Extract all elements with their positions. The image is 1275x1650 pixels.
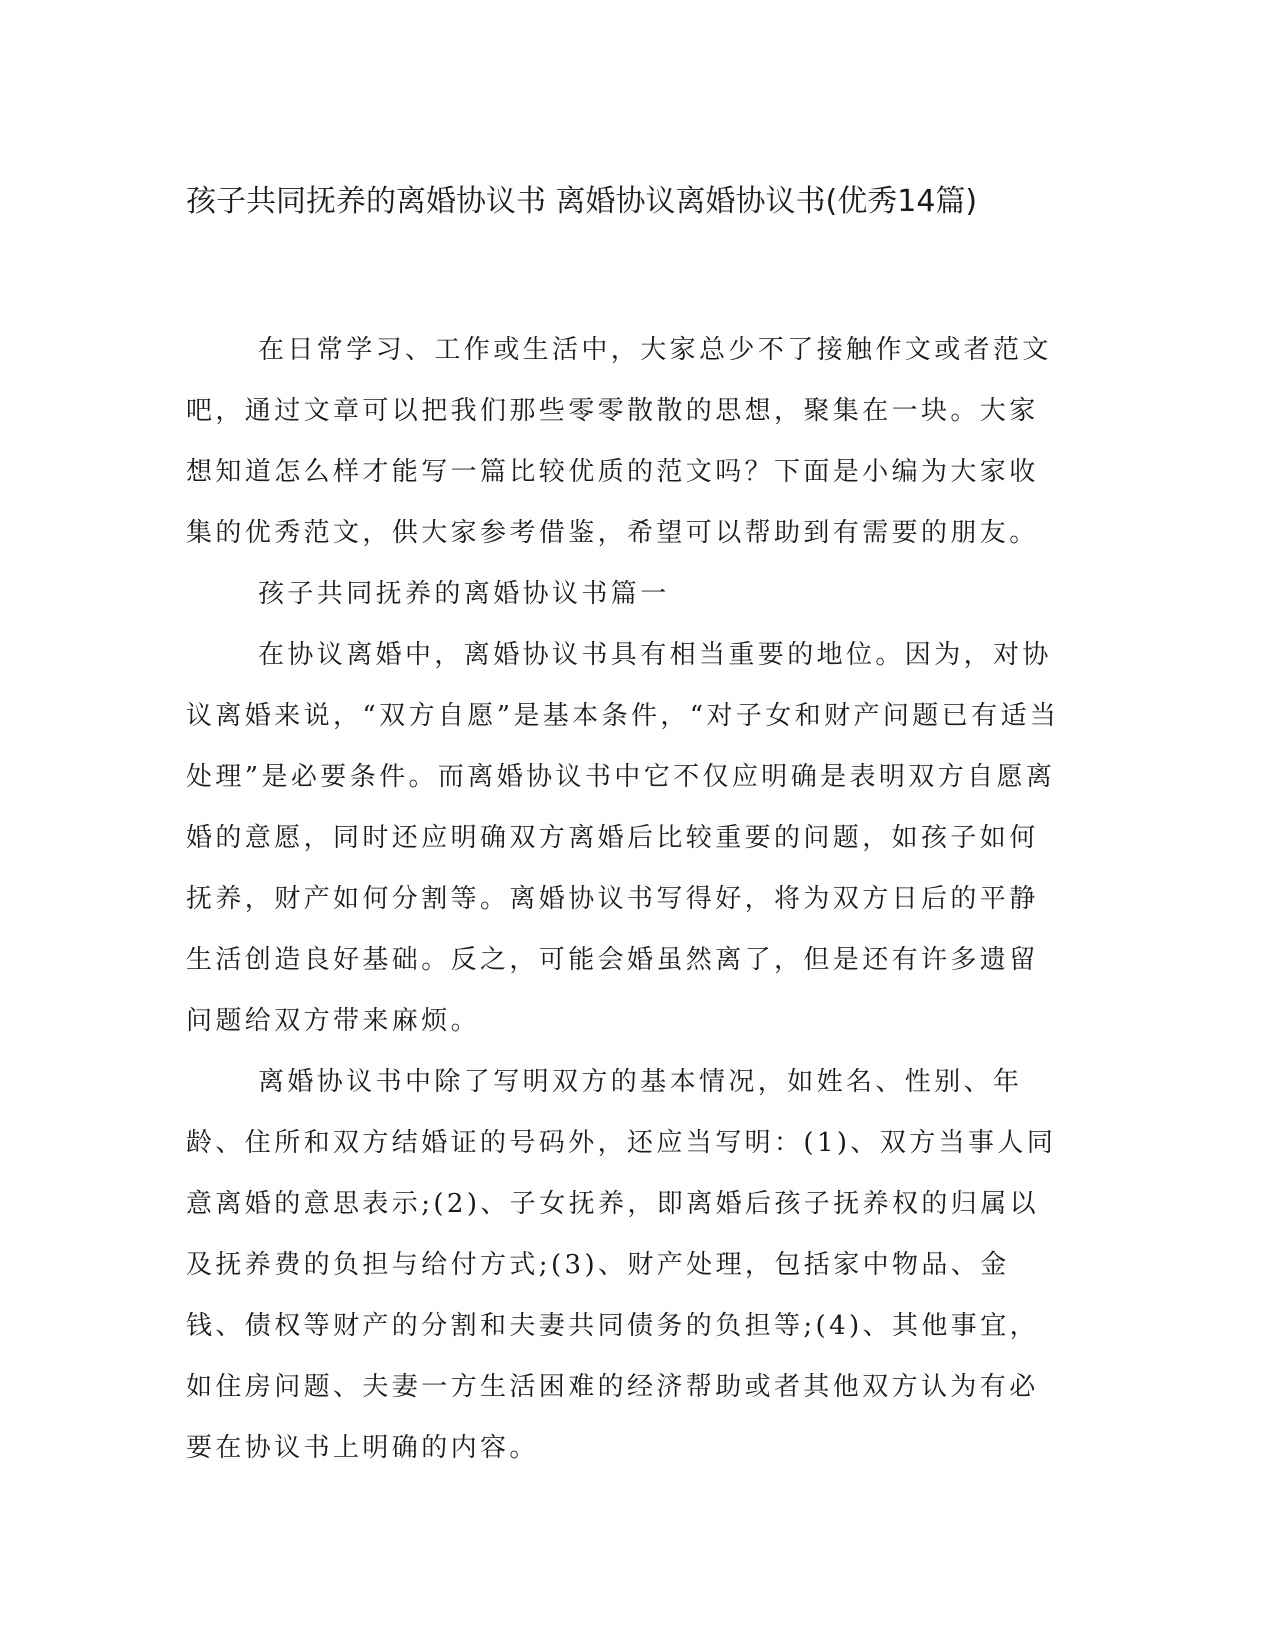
body-paragraph-2: 离婚协议书中除了写明双方的基本情况，如姓名、性别、年龄、住所和双方结婚证的号码外，还应当写明：(1)、双方当事人同意离婚的意思表示;(2)、子女抚养，即离婚后孩子抚养权的归属以及抚养费的负担与给付方式;(3)、财产处理，包括家中物品、金钱、债权等财产的分割和夫妻共同债务的负担等;(4)、其他事宜，如住房问题、夫妻一方生活困难的经济帮助或者其他双方认为有必要在协议书上明确的内容。 — [186, 1067, 1057, 1463]
intro-paragraph: 在日常学习、工作或生活中，大家总少不了接触作文或者范文吧，通过文章可以把我们那些零零散散的思想，聚集在一块。大家想知道怎么样才能写一篇比较优质的范文吗？下面是小编为大家收集的优秀范文，供大家参考借鉴，希望可以帮助到有需要的朋友。 — [186, 335, 1052, 548]
body-paragraph-1: 在协议离婚中，离婚协议书具有相当重要的地位。因为，对协议离婚来说，“双方自愿”是基本条件，“对子女和财产问题已有适当处理”是必要条件。而离婚协议书中它不仅应明确是表明双方自愿离婚的意愿，同时还应明确双方离婚后比较重要的问题，如孩子如何抚养，财产如何分割等。离婚协议书写得好，将为双方日后的平静生活创造良好基础。反之，可能会婚虽然离了，但是还有许多遗留问题给双方带来麻烦。 — [186, 640, 1060, 1036]
document-title: 孩子共同抚养的离婚协议书 离婚协议离婚协议书(优秀14篇) — [186, 184, 978, 219]
section-heading: 孩子共同抚养的离婚协议书篇一 — [258, 579, 670, 609]
document-body — [186, 320, 1066, 1479]
